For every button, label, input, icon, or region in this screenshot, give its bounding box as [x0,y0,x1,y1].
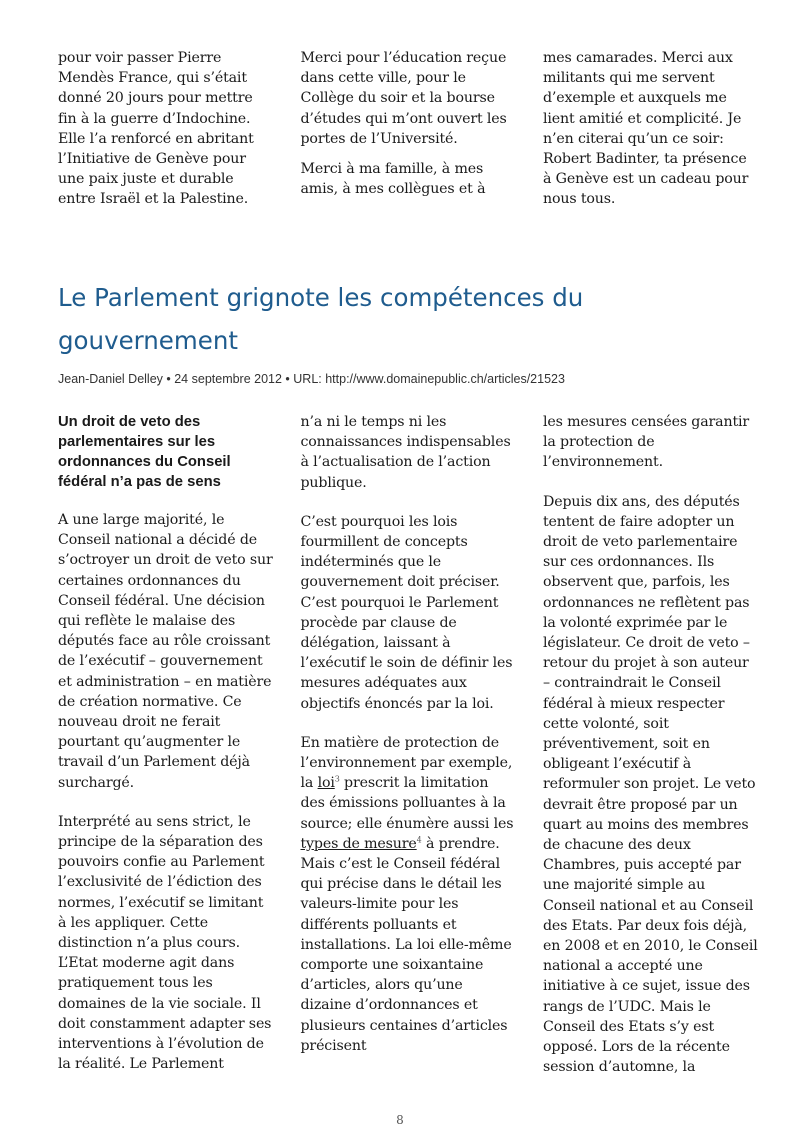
column-3 [543,412,758,1097]
article-byline: Jean-Daniel Delley • 24 septembre 2012 • URL: http://www.domainepublic.ch/articles/21523 [58,372,565,386]
paragraph: Depuis dix ans, des députés tentent de faire adopter un droit de veto parlementaire sur ces ordonnances. Ils observent que, parfois, les ordonnances ne reflètent pas la volonté exprimée par le législateur. Ce droit de veto – retour du projet à son auteur – contraindrait le Conseil fédéral à mieux respecter cette volonté, soit préventivement, soit en obligeant l’exécutif à reformuler son projet. Le veto devrait être proposé par un quart au moins des membres de chacune des deux Chambres, puis accepté par une majorité simple au Conseil national et au Conseil des Etats. Par deux fois déjà, en 2008 et en 2010, le Conseil national a accepté une initiative à ce sujet, issue des rangs de l’UDC. Mais le Conseil des Etats s’y est opposé. Lors de la récente session d’automne, la [543,493,758,1076]
article-subheading: Un droit de veto des parlementaires sur les ordonnances du Conseil fédéral n’a pas de sens [58,414,231,490]
footnote-ref[interactable]: 3 [334,774,340,784]
paragraph [301,733,516,1056]
page-number: 8 [396,1113,404,1127]
paragraph: Merci pour l’éducation reçue dans cette ville, pour le Collège du soir et la bourse d’études qui m’ont ouvert les portes de l’Université. [300,50,507,147]
loi-link[interactable]: loi [317,775,335,792]
paragraph: Interprété au sens strict, le principe de la séparation des pouvoirs confie au Parlement l’exclusivité de l’édiction des normes, l’exécutif se limitant à les appliquer. Cette distinction n’a plus cours. L’Etat moderne agit dans pratiquement tous les domaines de la vie sociale. Il doit constamment adapter ses interventions à l’évolution de la réalité. Le Parlement [58,813,272,1073]
column-1 [58,48,273,220]
paragraph: n’a ni le temps ni les connaissances indispensables à l’actualisation de l’action publique. [300,414,511,491]
article-body [58,412,758,1097]
column-2 [301,412,516,1097]
footnote-ref[interactable]: 4 [416,835,422,845]
paragraph: les mesures censées garantir la protection de l’environnement. [543,414,750,471]
paragraph: Merci à ma famille, à mes amis, à mes collègues et à [300,161,486,198]
paragraph: mes camarades. Merci aux militants qui me servent d’exemple et auxquels me lient amitié et complicité. Je n’en citerai qu’un ce soir: Robert Badinter, ta présence à Genève est un cadeau pour nous tous. [543,50,749,208]
paragraph: A une large majorité, le Conseil national a décidé de s’octroyer un droit de veto sur certaines ordonnances du Conseil fédéral. Une décision qui reflète le malaise des députés face au rôle croissant de l’exécutif – gouvernement et administration – en matière de création normative. Ce nouveau droit ne ferait pourtant qu’augmenter le travail d’un Parlement déjà surchargé. [58,512,273,791]
column-3 [543,48,758,220]
paragraph-text: prescrit la limitation des émissions polluantes à la source; elle énumère aussi les [300,775,514,832]
paragraph-text: à prendre. Mais c’est le Conseil fédéral qui précise dans le détail les valeurs-limite pour les différents polluants et installations. La loi elle-même comporte une soixantaine d’articles, alors qu’une dizaine d’ordonnances et plusieurs centaines d’articles précisent [300,835,512,1054]
previous-article-continuation [58,48,758,220]
paragraph-text: En matière de protection de l’environnement par exemple, la [300,734,513,792]
paragraph: pour voir passer Pierre Mendès France, qui s’était donné 20 jours pour mettre fin à la guerre d’Indochine. Elle l’a renforcé en abritant l’Initiative de Genève pour une paix juste et durable entre Israël et la Palestine. [58,50,254,208]
column-1 [58,412,273,1097]
article-title: Le Parlement grignote les compétences du gouvernement [58,283,584,355]
paragraph: C’est pourquoi les lois fourmillent de concepts indéterminés que le gouvernement doit préciser. C’est pourquoi le Parlement procède par clause de délégation, laissant à l’exécutif le soin de définir les mesures adéquates aux objectifs énoncés par la loi. [300,513,513,712]
column-2 [301,48,516,220]
types-de-mesure-link[interactable]: types de mesure [300,835,417,852]
